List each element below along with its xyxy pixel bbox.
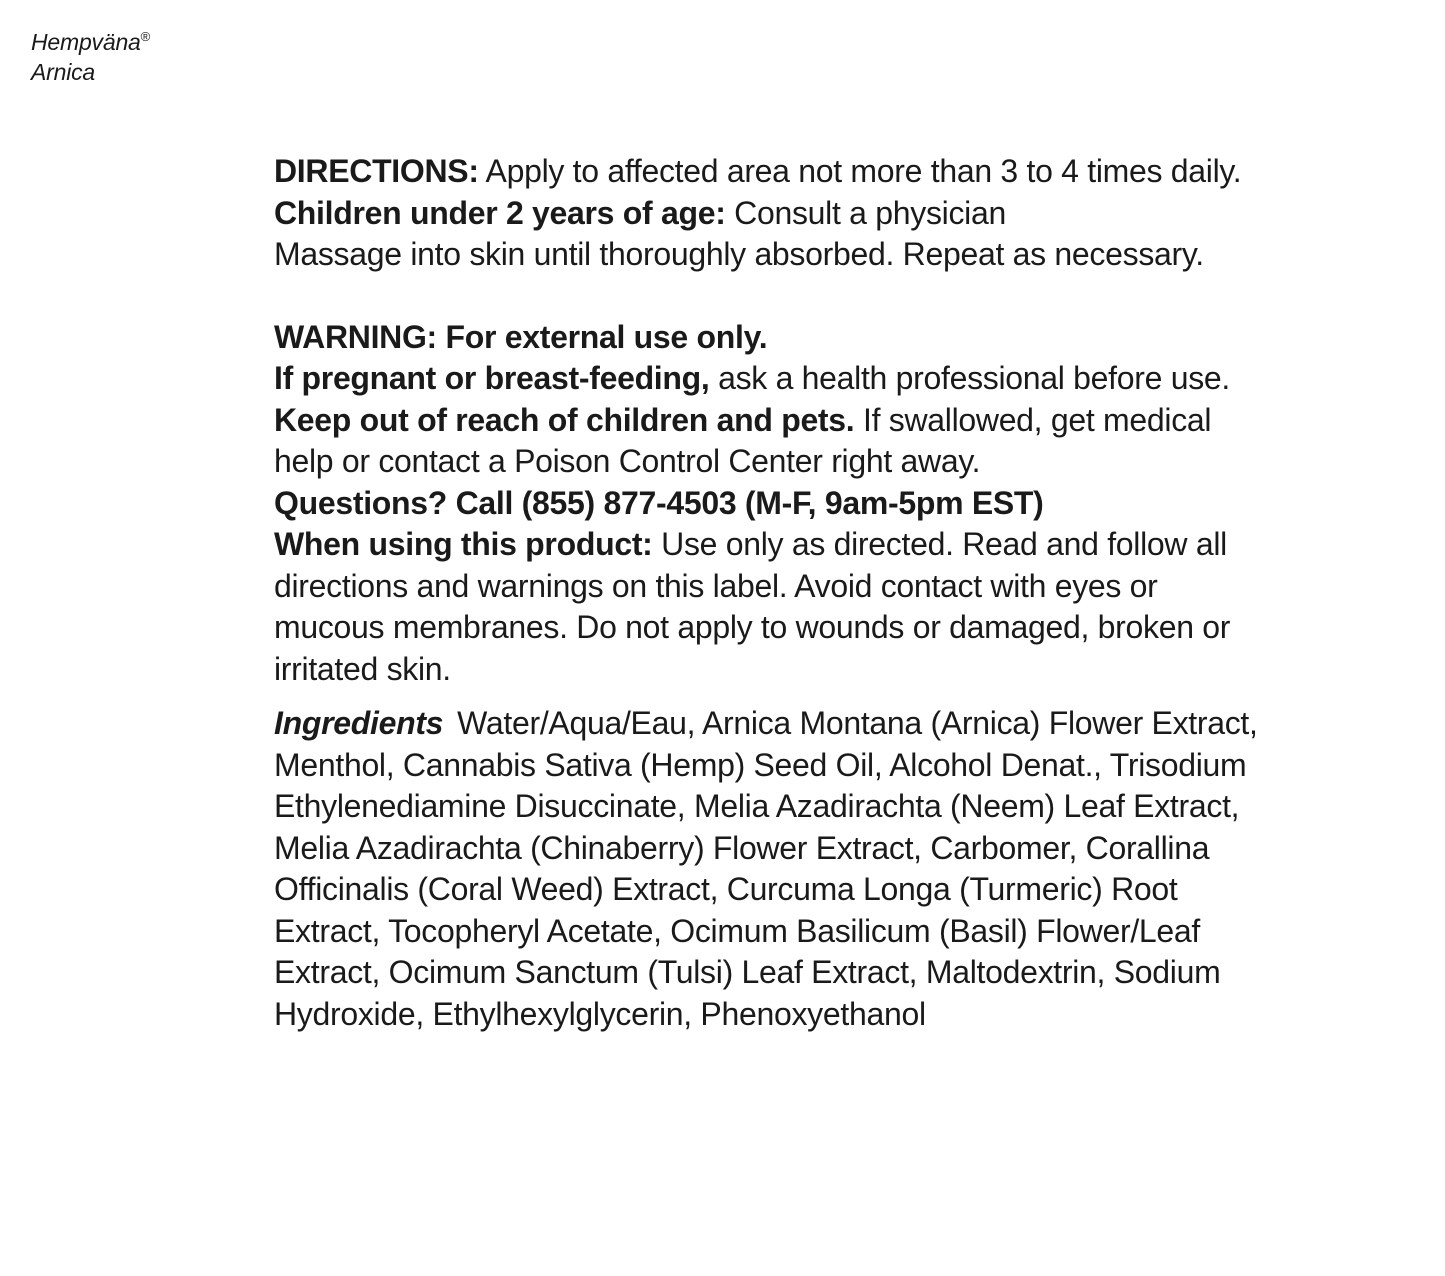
keep-out-label: Keep out of reach of children and pets. [274, 401, 855, 438]
directions-text: Apply to affected area not more than 3 to 4 times daily. [485, 153, 1242, 189]
when-using-text: Use only as directed. Read and follow all directions and warnings on this label. Avoid contact with eyes or mucous membranes. Do not apply to wounds or damaged, broken or irritated skin. [274, 526, 1231, 687]
ingredients-label: Ingredients [274, 705, 444, 741]
warning-heading: WARNING: For external use only. [274, 318, 768, 355]
pregnancy-text: ask a health professional before use. [718, 360, 1230, 396]
brand-name-line [31, 22, 150, 57]
questions-line: Questions? Call (855) 877-4503 (M-F, 9am-5pm EST) [274, 484, 1044, 521]
directions-paragraph [274, 151, 1274, 234]
brand-header [31, 22, 150, 87]
ingredients-text: Water/Aqua/Eau, Arnica Montana (Arnica) Flower Extract, Menthol, Cannabis Sativa (Hemp) Seed Oil, Alcohol Denat., Trisodium Ethylenediamine Disuccinate, Melia Azadirachta (Neem) Leaf Extract, Melia Azadirachta (Chinaberry) Flower Extract, Carbomer, Corallina Officinalis (Coral Weed) Extract, Curcuma Longa (Turmeric) Root Extract, Tocopheryl Acetate, Ocimum Basilicum (Basil) Flower/Leaf Extract, Ocimum Sanctum (Tulsi) Leaf Extract, Maltodextrin, Sodium Hydroxide, Ethylhexylglycerin, Phenoxyethanol [274, 705, 1258, 1032]
registered-trademark: ® [140, 29, 151, 44]
product-name: Arnica [31, 59, 95, 85]
keep-out-text: If swallowed, get medical help or contact a Poison Control Center right away. [274, 401, 1212, 479]
children-text: Consult a physician [734, 194, 1006, 231]
pregnancy-warning [274, 358, 1274, 400]
ingredients-paragraph [274, 703, 1274, 1035]
massage-paragraph: Massage into skin until thoroughly absorbed. Repeat as necessary. [274, 236, 1204, 272]
section-spacer [274, 690, 1274, 703]
brand-name: Hempväna [31, 29, 141, 55]
when-using-label: When using this product: [274, 526, 653, 562]
section-spacer [274, 276, 1274, 317]
directions-label: DIRECTIONS: [274, 153, 479, 189]
pregnancy-label: If pregnant or breast-feeding, [274, 360, 710, 396]
label-body [274, 151, 1274, 1035]
children-label: Children under 2 years of age: [274, 194, 726, 231]
when-using-paragraph [274, 524, 1274, 690]
keep-out-warning [274, 400, 1274, 483]
